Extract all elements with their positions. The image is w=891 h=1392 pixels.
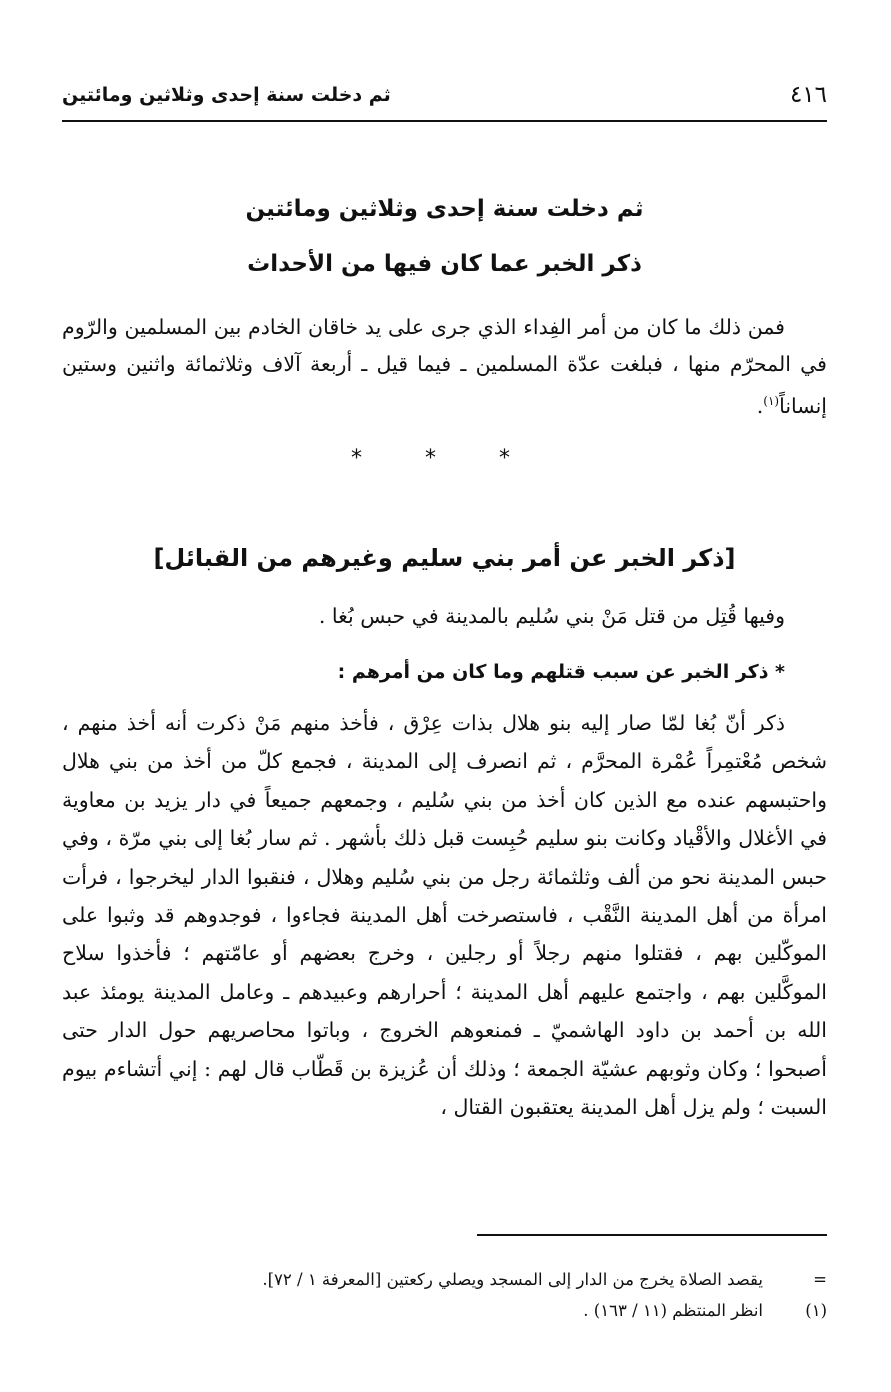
running-title: ثم دخلت سنة إحدى وثلاثين ومائتين: [62, 84, 391, 106]
paragraph-ransom: [62, 309, 827, 425]
footnote-1-label: (١): [805, 1301, 827, 1320]
footnote-continued-text: يقصد الصلاة يخرج من الدار إلى المسجد ويصلي ركعتين [المعرفة ١ / ٧٢].: [262, 1270, 763, 1289]
year-heading: ثم دخلت سنة إحدى وثلاثين ومائتين: [245, 196, 644, 222]
subheading-cause: * ذكر الخبر عن سبب قتلهم وما كان من أمرهم :: [337, 661, 785, 683]
section-heading: [ذكر الخبر عن أمر بني سليم وغيرهم من القبائل]: [153, 544, 736, 572]
footnote-ref-1[interactable]: (١): [763, 394, 780, 408]
footnote-continued-label: =: [813, 1270, 827, 1289]
paragraph-ransom-text: فمن ذلك ما كان من أمر الفِداء الذي جرى على يد خاقان الخادم بين المسلمين والرّوم في المحرّم منها ، فبلغت عدّة المسلمين ـ فيما قيل ـ أربعة آلاف وثلاثمائة واثنين وستين إنساناً: [62, 315, 827, 418]
footnote-1: [62, 1296, 827, 1326]
footnote-1-text: انظر المنتظم (١١ / ١٦٣) .: [583, 1301, 763, 1320]
footnote-divider: [477, 1234, 827, 1236]
running-header: [62, 76, 827, 122]
paragraph-killing: وفيها قُتِل من قتل مَنْ بني سُليم بالمدينة في حبس بُغا .: [318, 604, 785, 628]
footnote-continued: [62, 1265, 827, 1295]
events-heading: ذكر الخبر عما كان فيها من الأحداث: [247, 251, 642, 277]
paragraph-narrative: ذكر أنّ بُغا لمّا صار إليه بنو هلال بذات عِرْق ، فأخذ منهم مَنْ ذكرت أنه أخذ منهم ، شخص مُعْتمِراً عُمْرة المحرَّم ، ثم انصرف إلى المدينة ، فجمع كلّ من أخذ من بني هلال واحتبسهم عنده مع الذين كان أخذ من بني سُليم ، وجمعهم جميعاً في دار يزيد بن معاوية في الأغلال والأقْياد وكانت بنو سليم حُبِست قبل ذلك بأشهر . ثم سار بُغا إلى بني مرّة ، وفي حبس المدينة نحو من ألف وثلثمائة رجل من بني سُليم وهلال ، فنقبوا الدار ليخرجوا ، فرأت امرأة من أهل المدينة النَّقْب ، فاستصرخت أهل المدينة فجاءوا ، فوجدوهم قد وثبوا على الموكّلين بهم ، فقتلوا منهم رجلاً أو رجلين ، وخرج بعضهم أو عامّتهم ؛ فأخذوا سلاح الموكَّلين بهم ، واجتمع عليهم أهل المدينة ؛ أحرارهم وعبيدهم ـ وعامل المدينة يومئذ عبد الله بن أحمد بن داود الهاشميّ ـ فمنعوهم الخروج ، وباتوا محاصريهم حول الدار حتى أصبحوا ؛ وكان وثوبهم عشيّة الجمعة ؛ وذلك أن عُزيزة بن قَطّاب قال لهم : إني أتشاءم بيوم السبت ؛ ولم يزل أهل المدينة يعتقبون القتال ،: [62, 711, 827, 1120]
section-separator: * * *: [351, 446, 538, 471]
paragraph-ransom-end: .: [756, 393, 764, 418]
page-number: ٤١٦: [789, 82, 827, 108]
